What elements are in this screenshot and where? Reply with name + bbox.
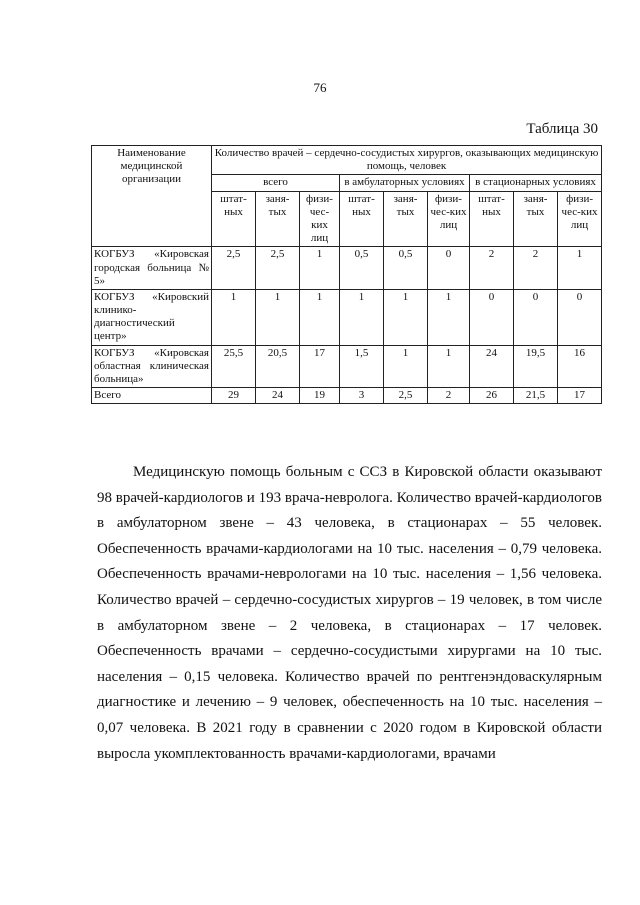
subgroup-total: всего — [212, 175, 340, 191]
table-cell: 29 — [212, 388, 256, 404]
col-header: штат-ных — [340, 191, 384, 247]
table-cell: 1 — [256, 289, 300, 345]
table-cell: 1 — [384, 289, 428, 345]
col-header: заня-тых — [256, 191, 300, 247]
org-name: КОГБУЗ «Кировский клинико-диагностический центр» — [92, 289, 212, 345]
table-row — [92, 247, 602, 290]
table-cell: 3 — [340, 388, 384, 404]
org-header: Наименование медицинской организации — [92, 146, 212, 247]
table-cell: 19,5 — [514, 345, 558, 388]
table-cell: 1 — [384, 345, 428, 388]
table-cell: 17 — [558, 388, 602, 404]
group-header: Количество врачей – сердечно-сосудистых хирургов, оказывающих медицинскую помощь, человек — [212, 146, 602, 175]
table-row — [92, 345, 602, 388]
table-cell: 1 — [212, 289, 256, 345]
table-cell: 1 — [300, 247, 340, 290]
page-number: 76 — [313, 80, 327, 95]
col-header: заня-тых — [384, 191, 428, 247]
table-cell: 16 — [558, 345, 602, 388]
table-cell: 1 — [428, 289, 470, 345]
table-cell: 0,5 — [384, 247, 428, 290]
col-header: физи-чес-ких лиц — [558, 191, 602, 247]
table-cell: 0,5 — [340, 247, 384, 290]
table-cell: 0 — [514, 289, 558, 345]
table-header-row — [92, 146, 602, 175]
table-cell: 26 — [470, 388, 514, 404]
table-cell: 19 — [300, 388, 340, 404]
table-cell: 0 — [428, 247, 470, 290]
total-label: Всего — [92, 388, 212, 404]
table-total-row — [92, 388, 602, 404]
table-cell: 25,5 — [212, 345, 256, 388]
col-header: физи-чес-ких лиц — [428, 191, 470, 247]
table-row — [92, 289, 602, 345]
table-cell: 2,5 — [256, 247, 300, 290]
table-cell: 2 — [514, 247, 558, 290]
table-cell: 2,5 — [212, 247, 256, 290]
table-cell: 24 — [470, 345, 514, 388]
body-text — [97, 460, 602, 767]
table-cell: 0 — [558, 289, 602, 345]
table-cell: 2 — [428, 388, 470, 404]
org-name: КОГБУЗ «Кировская областная клиническая больница» — [92, 345, 212, 388]
table-cell: 2 — [470, 247, 514, 290]
table-cell: 1 — [428, 345, 470, 388]
table-cell: 0 — [470, 289, 514, 345]
table-cell: 2,5 — [384, 388, 428, 404]
table-cell: 20,5 — [256, 345, 300, 388]
table-cell: 1 — [558, 247, 602, 290]
subgroup-outpatient: в амбулаторных условиях — [340, 175, 470, 191]
staffing-table — [91, 145, 602, 404]
table-cell: 1 — [300, 289, 340, 345]
table-caption: Таблица 30 — [526, 121, 598, 137]
paragraph: Медицинскую помощь больным с ССЗ в Кировской области оказывают 98 врачей-кардиологов и 193 врача-невролога. Количество врачей-кардиологов в амбулаторном звене – 43 человека, в стационарах – 55 человек. Обеспеченность врачами-кардиологами на 10 тыс. населения – 0,79 человека. Обеспеченность врачами-неврологами на 10 тыс. населения – 1,56 человека. Количество врачей – сердечно-сосудистых хирургов – 19 человек, в том числе в амбулаторном звене – 2 человека, в стационарах – 17 человек. Обеспеченность врачами – сердечно-сосудистыми хирургами на 10 тыс. населения – 0,15 человека. Количество врачей по рентгенэндоваскулярным диагностике и лечению – 9 человек, обеспеченность на 10 тыс. населения – 0,07 человека. В 2021 году в сравнении с 2020 годом в Кировской области выросла укомплектованность врачами-кардиологами, врачами — [97, 464, 602, 762]
col-header: штат-ных — [212, 191, 256, 247]
table-cell: 17 — [300, 345, 340, 388]
table-cell: 24 — [256, 388, 300, 404]
table-cell: 1,5 — [340, 345, 384, 388]
col-header: заня-тых — [514, 191, 558, 247]
table-cell: 21,5 — [514, 388, 558, 404]
org-name: КОГБУЗ «Кировская городская больница № 5» — [92, 247, 212, 290]
col-header: физи-чес-ких лиц — [300, 191, 340, 247]
subgroup-inpatient: в стационарных условиях — [470, 175, 602, 191]
col-header: штат-ных — [470, 191, 514, 247]
table-cell: 1 — [340, 289, 384, 345]
